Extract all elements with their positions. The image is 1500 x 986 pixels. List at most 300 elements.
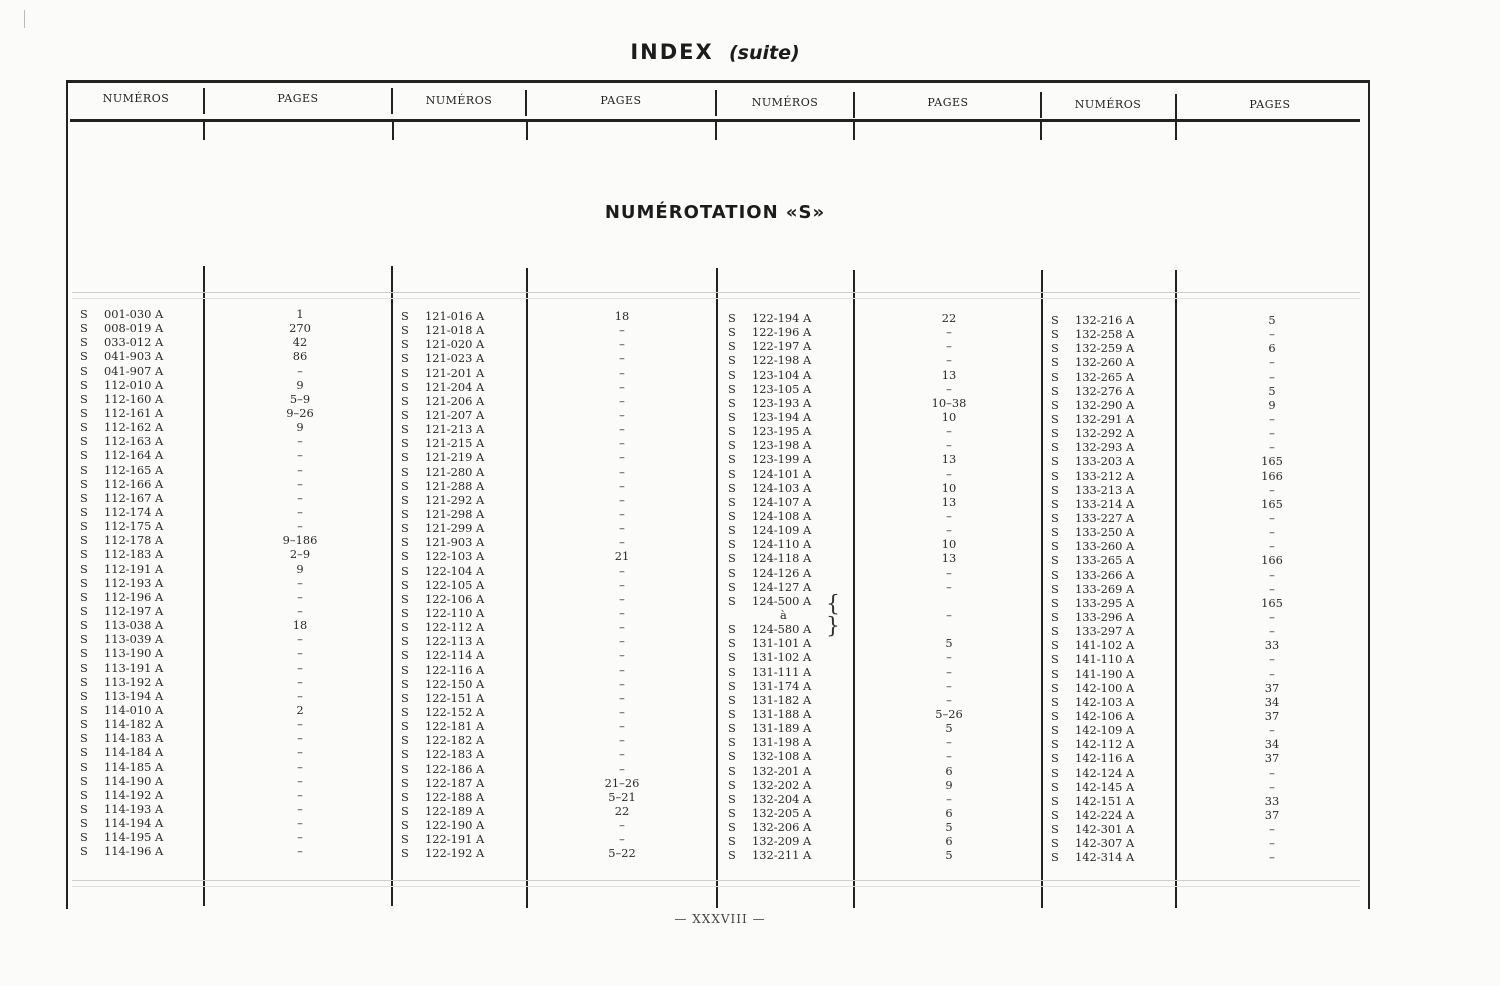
part-number: 123-105 A bbox=[752, 381, 812, 396]
part-number: 122-152 A bbox=[425, 704, 485, 719]
page-reference: – bbox=[619, 690, 625, 705]
series-prefix: S bbox=[401, 436, 409, 451]
part-number: 033-012 A bbox=[104, 335, 164, 350]
range-brace-right: } bbox=[826, 614, 840, 639]
index-row bbox=[728, 580, 1050, 594]
page-reference: 21 bbox=[614, 549, 630, 564]
part-number: 124-126 A bbox=[752, 565, 812, 580]
page-reference: – bbox=[946, 664, 952, 679]
index-row bbox=[80, 349, 390, 363]
series-prefix: S bbox=[80, 688, 88, 703]
part-number: 121-219 A bbox=[425, 450, 485, 465]
part-number: 133-296 A bbox=[1075, 609, 1135, 624]
part-number: 142-109 A bbox=[1075, 723, 1135, 738]
page-reference: – bbox=[619, 577, 625, 592]
index-row bbox=[401, 394, 713, 408]
part-number: 133-214 A bbox=[1075, 496, 1135, 511]
part-number: 141-110 A bbox=[1075, 652, 1135, 667]
part-number: 142-224 A bbox=[1075, 807, 1135, 822]
header-pages-4: PAGES bbox=[1249, 98, 1291, 111]
part-number: 132-211 A bbox=[752, 848, 812, 863]
series-prefix: S bbox=[1051, 595, 1059, 610]
page-reference: 33 bbox=[1264, 793, 1280, 808]
page-reference: – bbox=[619, 563, 625, 578]
part-number: 122-196 A bbox=[752, 325, 812, 340]
page-reference: – bbox=[619, 605, 625, 620]
series-prefix: S bbox=[728, 664, 736, 679]
part-number: 112-160 A bbox=[104, 391, 164, 406]
index-row bbox=[80, 675, 390, 689]
page-reference: 6 bbox=[945, 805, 953, 820]
series-prefix: S bbox=[1051, 779, 1059, 794]
series-prefix: S bbox=[401, 521, 409, 536]
index-row bbox=[728, 820, 1050, 834]
column-stub bbox=[526, 122, 528, 140]
page-reference: – bbox=[619, 407, 625, 422]
series-prefix: S bbox=[80, 519, 88, 534]
part-number: 122-197 A bbox=[752, 339, 812, 354]
part-number: 122-113 A bbox=[425, 634, 485, 649]
page-reference: – bbox=[619, 393, 625, 408]
page-reference: – bbox=[1269, 525, 1275, 540]
page-reference: – bbox=[619, 521, 625, 536]
series-prefix: S bbox=[728, 339, 736, 354]
index-row bbox=[728, 735, 1050, 749]
series-prefix: S bbox=[728, 494, 736, 509]
series-prefix: S bbox=[401, 563, 409, 578]
index-row bbox=[1051, 313, 1363, 327]
page-reference: 9–26 bbox=[286, 405, 314, 420]
page-reference: – bbox=[297, 773, 303, 788]
index-row bbox=[80, 816, 390, 830]
series-prefix: S bbox=[728, 706, 736, 721]
index-row bbox=[401, 366, 713, 380]
page-reference: – bbox=[297, 632, 303, 647]
page-reference: – bbox=[619, 422, 625, 437]
page-reference: 10 bbox=[941, 537, 957, 552]
part-number: 112-193 A bbox=[104, 575, 164, 590]
index-row bbox=[80, 477, 390, 491]
series-prefix: S bbox=[1051, 510, 1059, 525]
part-number: 142-301 A bbox=[1075, 822, 1135, 837]
index-row bbox=[728, 452, 1050, 466]
series-prefix: S bbox=[401, 323, 409, 338]
index-row bbox=[80, 547, 390, 561]
page-reference: 13 bbox=[941, 452, 957, 467]
page-reference: 34 bbox=[1264, 694, 1280, 709]
series-prefix: S bbox=[401, 407, 409, 422]
page-reference: – bbox=[619, 747, 625, 762]
index-row bbox=[80, 844, 390, 858]
part-number: 112-197 A bbox=[104, 603, 164, 618]
series-prefix: S bbox=[1051, 751, 1059, 766]
index-row bbox=[80, 590, 390, 604]
series-prefix: S bbox=[728, 593, 736, 608]
page-reference: – bbox=[619, 436, 625, 451]
title-suite: (suite) bbox=[728, 42, 800, 64]
series-prefix: S bbox=[728, 834, 736, 849]
index-row bbox=[728, 523, 1050, 537]
index-row bbox=[80, 576, 390, 590]
series-prefix: S bbox=[728, 508, 736, 523]
part-number: 124-103 A bbox=[752, 480, 812, 495]
page-reference: 5–22 bbox=[608, 846, 636, 861]
page-reference: 5 bbox=[1268, 383, 1276, 398]
index-row bbox=[728, 693, 1050, 707]
page-reference: 33 bbox=[1264, 638, 1280, 653]
series-prefix: S bbox=[1051, 836, 1059, 851]
part-number: 132-216 A bbox=[1075, 313, 1135, 327]
index-row bbox=[80, 434, 390, 448]
page-reference: 1 bbox=[296, 307, 304, 321]
part-number: 122-181 A bbox=[425, 719, 485, 734]
part-number: 112-161 A bbox=[104, 405, 164, 420]
index-row bbox=[80, 562, 390, 576]
series-prefix: S bbox=[80, 660, 88, 675]
part-number: 122-189 A bbox=[425, 803, 485, 818]
series-prefix: S bbox=[80, 476, 88, 491]
series-prefix: S bbox=[80, 575, 88, 590]
index-row bbox=[401, 337, 713, 351]
series-prefix: S bbox=[401, 775, 409, 790]
part-number: 142-124 A bbox=[1075, 765, 1135, 780]
part-number: 121-023 A bbox=[425, 351, 485, 366]
index-row bbox=[1051, 412, 1363, 426]
part-number: 121-204 A bbox=[425, 379, 485, 394]
part-number: 122-192 A bbox=[425, 846, 485, 861]
page-reference: 10 bbox=[941, 409, 957, 424]
series-prefix: S bbox=[80, 816, 88, 831]
series-prefix: S bbox=[728, 537, 736, 552]
series-prefix: S bbox=[401, 620, 409, 635]
page-reference: – bbox=[619, 492, 625, 507]
series-prefix: S bbox=[728, 409, 736, 424]
index-row bbox=[728, 467, 1050, 481]
page-reference: – bbox=[946, 438, 952, 453]
index-row bbox=[1051, 794, 1363, 808]
part-number: 124-107 A bbox=[752, 494, 812, 509]
series-prefix: S bbox=[401, 662, 409, 677]
index-row bbox=[401, 465, 713, 479]
series-prefix: S bbox=[728, 565, 736, 580]
index-row bbox=[728, 424, 1050, 438]
index-row bbox=[401, 309, 713, 323]
index-row bbox=[1051, 355, 1363, 369]
series-prefix: S bbox=[80, 547, 88, 562]
part-number: 122-194 A bbox=[752, 311, 812, 325]
series-prefix: S bbox=[401, 393, 409, 408]
part-number: 112-165 A bbox=[104, 462, 164, 477]
series-prefix: S bbox=[1051, 525, 1059, 540]
index-row bbox=[80, 830, 390, 844]
part-number: 112-196 A bbox=[104, 589, 164, 604]
column-stub bbox=[715, 122, 717, 140]
index-row bbox=[1051, 525, 1363, 539]
series-prefix: S bbox=[1051, 807, 1059, 822]
series-prefix: S bbox=[1051, 454, 1059, 469]
index-row bbox=[401, 549, 713, 563]
part-number: 122-191 A bbox=[425, 832, 485, 847]
page-reference: – bbox=[297, 801, 303, 816]
index-row bbox=[80, 448, 390, 462]
part-number: 122-186 A bbox=[425, 761, 485, 776]
part-number: 041-903 A bbox=[104, 349, 164, 364]
index-row bbox=[401, 804, 713, 818]
page-reference: – bbox=[946, 523, 952, 538]
series-prefix: S bbox=[401, 309, 409, 323]
index-row bbox=[728, 495, 1050, 509]
part-number: 133-250 A bbox=[1075, 525, 1135, 540]
part-number: 121-018 A bbox=[425, 323, 485, 338]
series-prefix: S bbox=[80, 844, 88, 859]
index-row bbox=[1051, 836, 1363, 850]
index-row bbox=[80, 505, 390, 519]
index-row bbox=[401, 436, 713, 450]
page-reference: 18 bbox=[614, 309, 630, 323]
page-reference: – bbox=[297, 490, 303, 505]
part-number: 133-213 A bbox=[1075, 482, 1135, 497]
index-row bbox=[401, 719, 713, 733]
part-number: 122-116 A bbox=[425, 662, 485, 677]
series-prefix: S bbox=[1051, 652, 1059, 667]
series-prefix: S bbox=[401, 747, 409, 762]
page-reference: – bbox=[1269, 581, 1275, 596]
series-prefix: S bbox=[401, 648, 409, 663]
page-reference: – bbox=[619, 450, 625, 465]
part-number: 132-209 A bbox=[752, 834, 812, 849]
page-reference: 5–26 bbox=[935, 706, 963, 721]
part-number: 132-206 A bbox=[752, 820, 812, 835]
index-row bbox=[401, 521, 713, 535]
page-reference: – bbox=[297, 717, 303, 732]
part-number: 142-116 A bbox=[1075, 751, 1135, 766]
part-number: 131-101 A bbox=[752, 636, 812, 651]
index-row bbox=[728, 806, 1050, 820]
series-prefix: S bbox=[401, 605, 409, 620]
header-pages-2: PAGES bbox=[600, 94, 642, 107]
column-divider bbox=[716, 268, 718, 908]
page-reference: – bbox=[1269, 482, 1275, 497]
series-prefix: S bbox=[728, 735, 736, 750]
page-reference: 13 bbox=[941, 551, 957, 566]
part-number: 133-297 A bbox=[1075, 624, 1135, 639]
series-prefix: S bbox=[1051, 694, 1059, 709]
series-prefix: S bbox=[1051, 680, 1059, 695]
part-number: 122-188 A bbox=[425, 789, 485, 804]
part-number: 114-193 A bbox=[104, 801, 164, 816]
series-prefix: S bbox=[1051, 737, 1059, 752]
part-number: 142-145 A bbox=[1075, 779, 1135, 794]
page-reference: – bbox=[297, 830, 303, 845]
page-reference: – bbox=[297, 688, 303, 703]
index-row bbox=[80, 646, 390, 660]
part-number: 121-016 A bbox=[425, 309, 485, 323]
index-row bbox=[401, 323, 713, 337]
page-reference: 13 bbox=[941, 494, 957, 509]
index-row bbox=[1051, 709, 1363, 723]
series-prefix: S bbox=[1051, 624, 1059, 639]
header-divider bbox=[715, 90, 717, 116]
page-reference: – bbox=[297, 646, 303, 661]
page-reference: 9 bbox=[1268, 397, 1276, 412]
series-prefix: S bbox=[1051, 581, 1059, 596]
part-number: 112-162 A bbox=[104, 420, 164, 435]
page-reference: – bbox=[946, 339, 952, 354]
index-row bbox=[1051, 454, 1363, 468]
index-row bbox=[1051, 497, 1363, 511]
page-reference: – bbox=[297, 519, 303, 534]
series-prefix: S bbox=[728, 805, 736, 820]
part-number: 122-182 A bbox=[425, 733, 485, 748]
series-prefix: S bbox=[401, 761, 409, 776]
index-row bbox=[401, 422, 713, 436]
page-reference: – bbox=[946, 791, 952, 806]
part-number: 122-110 A bbox=[425, 605, 485, 620]
page-reference: – bbox=[619, 337, 625, 352]
index-row bbox=[728, 749, 1050, 763]
series-prefix: S bbox=[1051, 609, 1059, 624]
index-row bbox=[728, 665, 1050, 679]
part-number: 133-203 A bbox=[1075, 454, 1135, 469]
part-number: 123-195 A bbox=[752, 424, 812, 439]
series-prefix: S bbox=[80, 561, 88, 576]
part-number: 131-188 A bbox=[752, 706, 812, 721]
page-reference: 37 bbox=[1264, 751, 1280, 766]
column-stub bbox=[1175, 122, 1177, 140]
index-row bbox=[728, 594, 1050, 608]
index-row bbox=[1051, 695, 1363, 709]
series-prefix: S bbox=[80, 420, 88, 435]
page-reference: – bbox=[946, 749, 952, 764]
page-reference: 165 bbox=[1261, 454, 1283, 469]
series-prefix: S bbox=[80, 674, 88, 689]
page-reference: – bbox=[946, 325, 952, 340]
index-row bbox=[1051, 766, 1363, 780]
index-row bbox=[1051, 737, 1363, 751]
series-prefix: S bbox=[80, 745, 88, 760]
index-row bbox=[728, 608, 1050, 622]
part-number: 124-580 A bbox=[752, 622, 812, 637]
page-reference: – bbox=[946, 579, 952, 594]
index-row bbox=[401, 747, 713, 761]
index-row bbox=[728, 396, 1050, 410]
page-reference: – bbox=[1269, 440, 1275, 455]
header-divider bbox=[525, 90, 527, 116]
page-reference: – bbox=[297, 462, 303, 477]
series-prefix: S bbox=[728, 579, 736, 594]
index-row bbox=[80, 689, 390, 703]
part-number: 132-108 A bbox=[752, 749, 812, 764]
index-row bbox=[728, 382, 1050, 396]
series-prefix: S bbox=[401, 535, 409, 550]
page-reference: – bbox=[619, 506, 625, 521]
index-row bbox=[1051, 327, 1363, 341]
page-reference: 6 bbox=[1268, 341, 1276, 356]
series-prefix: S bbox=[728, 395, 736, 410]
part-number: 113-191 A bbox=[104, 660, 164, 675]
part-number: 112-167 A bbox=[104, 490, 164, 505]
series-prefix: S bbox=[728, 650, 736, 665]
series-prefix: S bbox=[401, 846, 409, 861]
part-number: 041-907 A bbox=[104, 363, 164, 378]
index-row bbox=[728, 636, 1050, 650]
page-reference: – bbox=[619, 351, 625, 366]
series-prefix: S bbox=[1051, 539, 1059, 554]
page-reference: 270 bbox=[289, 321, 311, 336]
series-prefix: S bbox=[1051, 822, 1059, 837]
index-row bbox=[80, 321, 390, 335]
index-row bbox=[401, 479, 713, 493]
page-reference: – bbox=[1269, 355, 1275, 370]
series-prefix: S bbox=[1051, 638, 1059, 653]
series-prefix: S bbox=[1051, 369, 1059, 384]
part-number: 131-189 A bbox=[752, 721, 812, 736]
index-row bbox=[80, 420, 390, 434]
index-row bbox=[728, 481, 1050, 495]
part-number: 121-213 A bbox=[425, 422, 485, 437]
series-prefix: S bbox=[401, 450, 409, 465]
index-row bbox=[1051, 850, 1363, 864]
series-prefix: S bbox=[80, 603, 88, 618]
page-number: — XXXVIII — bbox=[674, 912, 766, 926]
index-row bbox=[80, 519, 390, 533]
index-row bbox=[80, 802, 390, 816]
index-row bbox=[728, 353, 1050, 367]
page-reference: – bbox=[1269, 652, 1275, 667]
index-row bbox=[401, 564, 713, 578]
part-number: 112-010 A bbox=[104, 377, 164, 392]
series-prefix: S bbox=[401, 818, 409, 833]
series-prefix: S bbox=[728, 424, 736, 439]
page-reference: 10 bbox=[941, 480, 957, 495]
page-title bbox=[0, 40, 1430, 64]
series-prefix: S bbox=[80, 702, 88, 717]
page-reference: – bbox=[1269, 779, 1275, 794]
series-prefix: S bbox=[80, 363, 88, 378]
page-reference: 42 bbox=[292, 335, 308, 350]
part-number: 124-108 A bbox=[752, 508, 812, 523]
index-row bbox=[401, 592, 713, 606]
page-reference: 6 bbox=[945, 834, 953, 849]
part-number: 123-194 A bbox=[752, 409, 812, 424]
page-reference: 34 bbox=[1264, 737, 1280, 752]
index-row bbox=[401, 450, 713, 464]
index-row bbox=[80, 378, 390, 392]
index-row bbox=[1051, 808, 1363, 822]
part-number: 121-207 A bbox=[425, 407, 485, 422]
series-prefix: S bbox=[80, 759, 88, 774]
part-number: 112-183 A bbox=[104, 547, 164, 562]
index-row bbox=[401, 818, 713, 832]
part-number: 124-110 A bbox=[752, 537, 812, 552]
header-divider bbox=[203, 88, 205, 114]
page-reference: – bbox=[619, 662, 625, 677]
series-prefix: S bbox=[728, 791, 736, 806]
page-reference: 2 bbox=[296, 702, 304, 717]
header-numeros-2: NUMÉROS bbox=[425, 94, 493, 107]
series-prefix: S bbox=[1051, 383, 1059, 398]
part-number: 132-259 A bbox=[1075, 341, 1135, 356]
part-number: 133-260 A bbox=[1075, 539, 1135, 554]
index-row bbox=[80, 788, 390, 802]
page-reference: 9 bbox=[296, 377, 304, 392]
series-prefix: S bbox=[1051, 850, 1059, 865]
series-prefix: S bbox=[728, 353, 736, 368]
index-row bbox=[80, 604, 390, 618]
page-reference: – bbox=[946, 508, 952, 523]
index-row bbox=[80, 463, 390, 477]
series-prefix: S bbox=[401, 634, 409, 649]
